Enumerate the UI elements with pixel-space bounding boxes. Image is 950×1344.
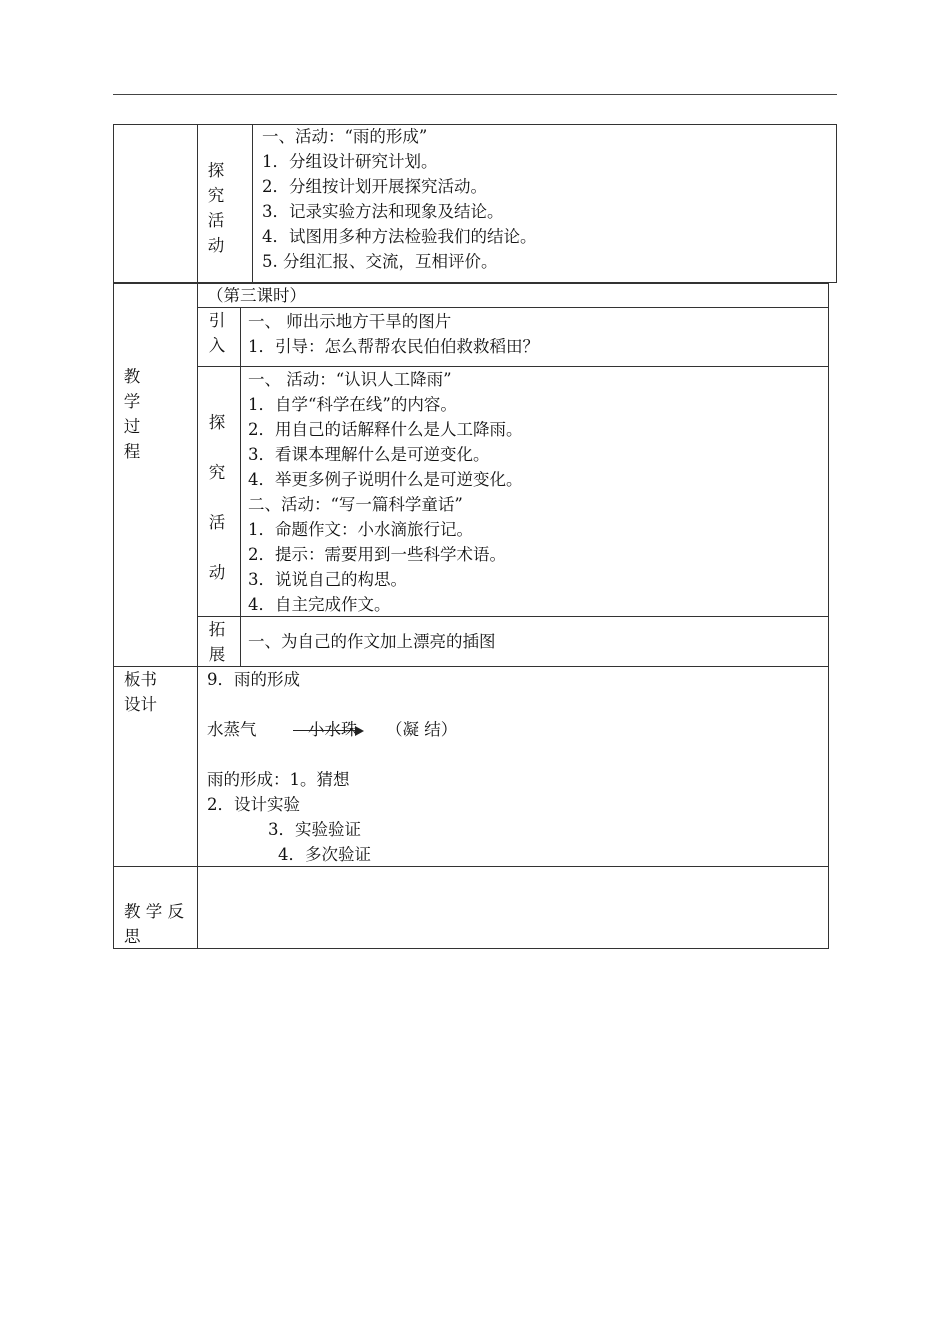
label-char: 拓 xyxy=(208,620,226,639)
label-char: 入 xyxy=(208,336,226,355)
label-char: 动 xyxy=(208,563,226,582)
top-line: 2．分组按计划开展探究活动。 xyxy=(262,177,487,196)
label-char: 程 xyxy=(123,442,141,461)
board-left-word: 水蒸气 xyxy=(207,720,257,739)
extend-text: 一、为自己的作文加上漂亮的插图 xyxy=(248,632,496,651)
explore-line: 4．举更多例子说明什么是可逆变化。 xyxy=(248,470,523,489)
board-step: 3．实验验证 xyxy=(268,820,361,839)
label-char: 探 xyxy=(207,161,225,180)
label-char: 探 xyxy=(208,413,226,432)
label-char: 动 xyxy=(207,236,225,255)
explore-line: 3．说说自己的构思。 xyxy=(248,570,407,589)
top-divider-1 xyxy=(197,124,198,283)
board-step: 4．多次验证 xyxy=(278,845,371,864)
label-char: 教 xyxy=(123,367,141,386)
reflection-content-cell[interactable] xyxy=(198,867,828,948)
intro-line: 一、 师出示地方干旱的图片 xyxy=(248,312,452,331)
board-arrow-shaft xyxy=(293,730,355,731)
intro-label xyxy=(205,308,229,358)
label-char: 过 xyxy=(123,417,141,436)
label-char: 引 xyxy=(208,311,226,330)
top-line: 5. 分组汇报、交流，互相评价。 xyxy=(262,252,498,271)
explore-line: 2．提示：需要用到一些科学术语。 xyxy=(248,545,506,564)
top-explore-label xyxy=(204,158,228,258)
top-line: 1．分组设计研究计划。 xyxy=(262,152,438,171)
top-line: 4．试图用多种方法检验我们的结论。 xyxy=(262,227,537,246)
explore-line: 1．命题作文：小水滴旅行记。 xyxy=(248,520,473,539)
board-formation: 雨的形成：1。猜想 xyxy=(207,770,350,789)
label-char: 学 xyxy=(123,392,141,411)
label-char: 活 xyxy=(207,211,225,230)
lesson-label: （第三课时） xyxy=(207,286,306,305)
label-char: 展 xyxy=(208,645,226,664)
board-title: 9．雨的形成 xyxy=(207,670,300,689)
label-char: 活 xyxy=(208,513,226,532)
extend-label xyxy=(205,617,229,667)
label-char: 究 xyxy=(208,463,226,482)
intro-line: 1．引导：怎么帮帮农民伯伯救救稻田？ xyxy=(248,337,539,356)
explore-line: 1．自学“科学在线”的内容。 xyxy=(248,395,457,414)
reflection-label: 思 xyxy=(124,927,141,946)
explore-label xyxy=(205,398,229,598)
board-step: 2．设计实验 xyxy=(207,795,300,814)
board-right-word: 小水珠 xyxy=(308,720,358,739)
label-char: 究 xyxy=(207,186,225,205)
inner-label-divider xyxy=(240,307,241,666)
arrow-right-icon xyxy=(355,726,364,736)
explore-line: 二、活动：“写一篇科学童话” xyxy=(248,495,463,514)
reflection-label: 教 学 反 xyxy=(124,902,184,921)
board-label-line: 设计 xyxy=(124,695,157,714)
explore-line: 3．看课本理解什么是可逆变化。 xyxy=(248,445,490,464)
top-line: 3．记录实验方法和现象及结论。 xyxy=(262,202,504,221)
explore-line: 4．自主完成作文。 xyxy=(248,595,391,614)
board-process: （凝 结） xyxy=(386,720,458,739)
teaching-process-label xyxy=(120,364,144,464)
board-label-line: 板书 xyxy=(124,670,157,689)
top-divider-2 xyxy=(252,124,253,283)
header-rule xyxy=(113,94,837,95)
explore-line: 2．用自己的话解释什么是人工降雨。 xyxy=(248,420,523,439)
top-line: 一、活动：“雨的形成” xyxy=(262,127,428,146)
explore-line: 一、 活动：“认识人工降雨” xyxy=(248,370,452,389)
